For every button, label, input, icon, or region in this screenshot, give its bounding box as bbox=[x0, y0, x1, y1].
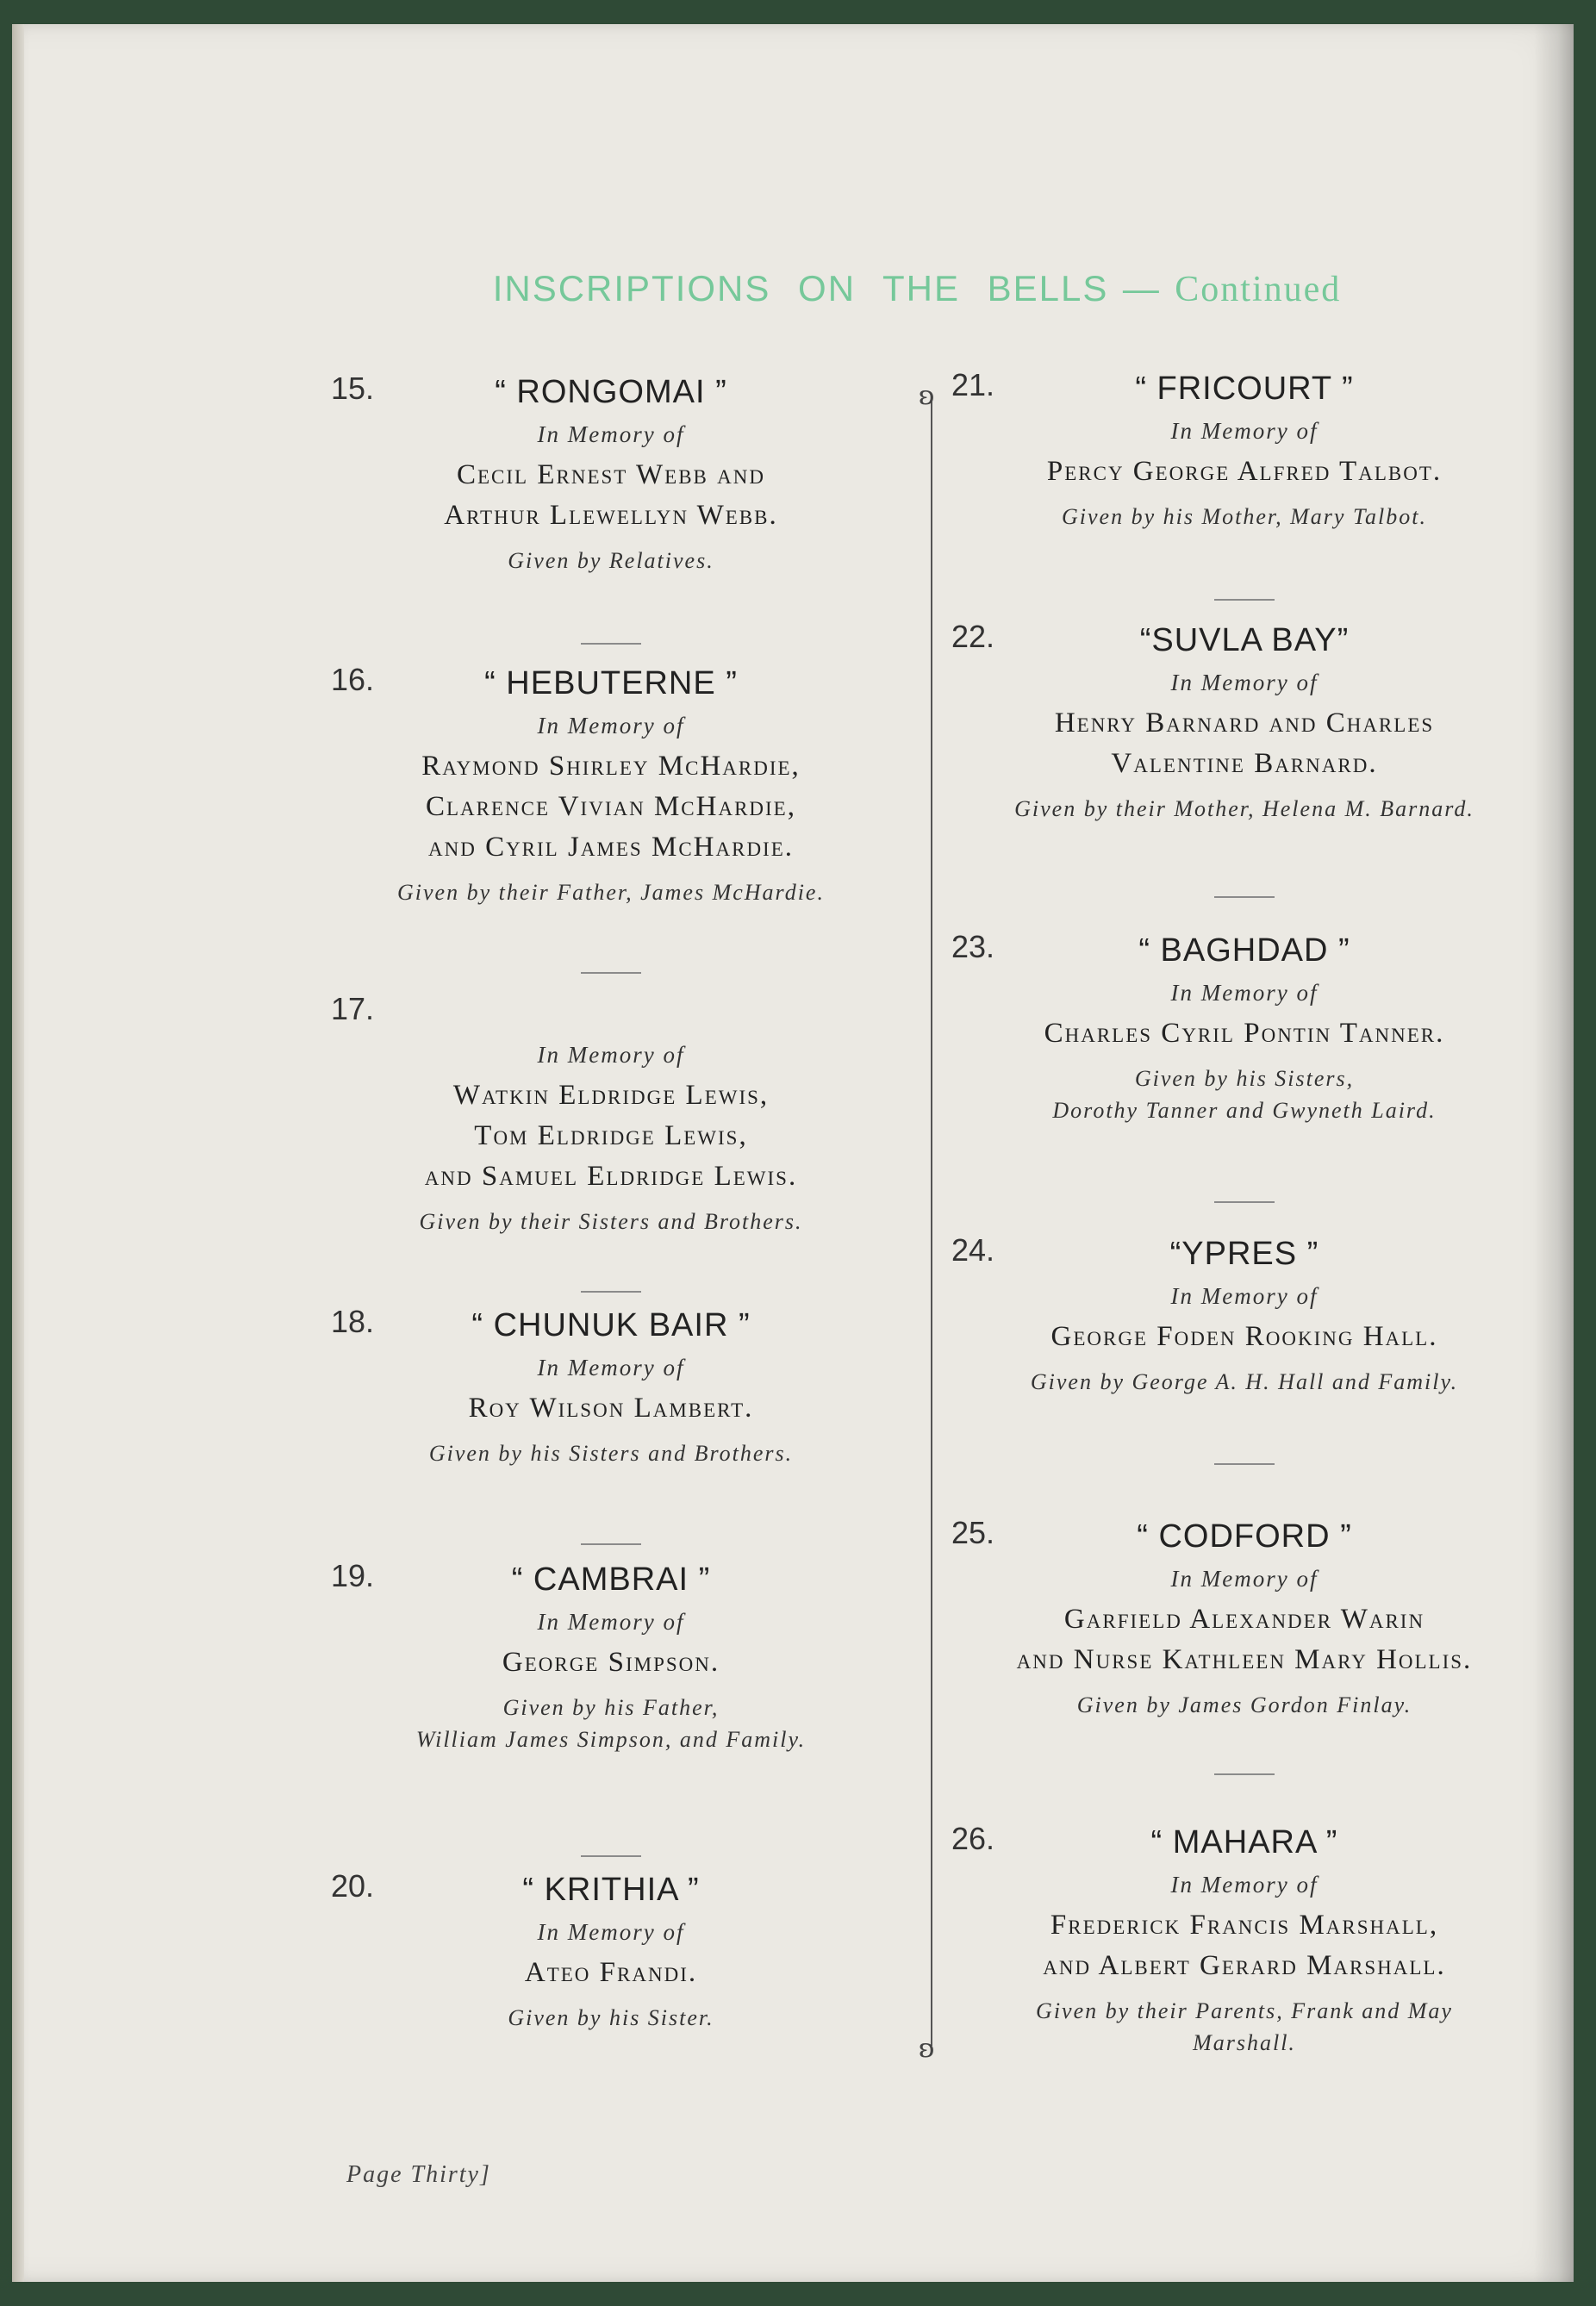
bell-entry bbox=[951, 1515, 1537, 1721]
memorial-names bbox=[331, 1388, 891, 1429]
memorial-name-line: and Nurse Kathleen Mary Hollis. bbox=[1016, 1644, 1473, 1675]
bell-number: 17. bbox=[331, 991, 375, 1026]
bell-entry bbox=[951, 367, 1537, 533]
donor-credit bbox=[331, 2002, 891, 2034]
separator-rule bbox=[581, 1855, 641, 1857]
bell-entry bbox=[951, 929, 1537, 1126]
donor-line: Given by his Mother, Mary Talbot. bbox=[1062, 504, 1427, 529]
bell-name: “ CAMBRAI ” bbox=[511, 1561, 711, 1598]
divider-bottom-ornament: ʚ bbox=[919, 2034, 935, 2064]
bell-entry bbox=[951, 619, 1537, 825]
memorial-name-line: Ateo Frandi. bbox=[524, 1957, 698, 1988]
donor-line: Dorothy Tanner and Gwyneth Laird. bbox=[1052, 1098, 1437, 1123]
separator-rule bbox=[1214, 1463, 1275, 1465]
bell-name: “ BAGHDAD ” bbox=[1138, 932, 1350, 969]
bell-number: 21. bbox=[951, 367, 995, 402]
in-memory-of: In Memory of bbox=[1170, 1566, 1319, 1592]
memorial-names bbox=[331, 1953, 891, 1993]
memorial-name-line: and Albert Gerard Marshall. bbox=[1043, 1950, 1446, 1981]
donor-line: Marshall. bbox=[1193, 2030, 1296, 2055]
memorial-name-line: Roy Wilson Lambert. bbox=[468, 1393, 754, 1424]
donor-line: Given by Relatives. bbox=[508, 548, 714, 573]
memorial-name-line: Raymond Shirley McHardie, bbox=[421, 751, 801, 782]
bell-entry bbox=[331, 1868, 891, 2034]
in-memory-of: In Memory of bbox=[1170, 1283, 1319, 1309]
bell-name: “SUVLA BAY” bbox=[1139, 622, 1350, 658]
bell-name: “ CHUNUK BAIR ” bbox=[471, 1307, 751, 1343]
bell-name: “ CODFORD ” bbox=[1137, 1518, 1352, 1555]
donor-line: Given by their Mother, Helena M. Barnard. bbox=[1014, 796, 1474, 821]
donor-line: Given by their Sisters and Brothers. bbox=[419, 1209, 803, 1234]
memorial-names bbox=[951, 452, 1537, 492]
heading-continued: Continued bbox=[1175, 270, 1342, 309]
bell-number: 16. bbox=[331, 662, 375, 697]
donor-credit bbox=[951, 793, 1537, 825]
memorial-name-line: Clarence Vivian McHardie, bbox=[426, 791, 796, 822]
donor-line: William James Simpson, and Family. bbox=[415, 1727, 807, 1752]
memorial-names bbox=[331, 1075, 891, 1197]
bell-name: “ RONGOMAI ” bbox=[495, 374, 727, 410]
in-memory-of: In Memory of bbox=[1170, 1872, 1319, 1898]
in-memory-of: In Memory of bbox=[537, 713, 685, 739]
in-memory-of: In Memory of bbox=[537, 1042, 685, 1068]
donor-credit bbox=[331, 545, 891, 576]
memorial-name-line: George Foden Rooking Hall. bbox=[1050, 1321, 1438, 1352]
bell-entry bbox=[951, 1821, 1537, 2059]
memorial-names bbox=[951, 1599, 1537, 1680]
page-shadow bbox=[1534, 24, 1574, 2282]
separator-rule bbox=[1214, 599, 1275, 601]
donor-credit bbox=[951, 501, 1537, 533]
bell-entry bbox=[331, 662, 891, 908]
in-memory-of: In Memory of bbox=[1170, 670, 1319, 695]
donor-credit bbox=[331, 1437, 891, 1469]
memorial-name-line: Percy George Alfred Talbot. bbox=[1046, 456, 1443, 487]
in-memory-of: In Memory of bbox=[1170, 418, 1319, 444]
memorial-names bbox=[951, 1317, 1537, 1357]
memorial-name-line: Tom Eldridge Lewis, bbox=[474, 1120, 748, 1151]
memorial-name-line: Arthur Llewellyn Webb. bbox=[444, 500, 778, 531]
separator-rule bbox=[581, 1291, 641, 1293]
bell-entry bbox=[951, 1232, 1537, 1398]
bell-entry bbox=[331, 1304, 891, 1469]
memorial-names bbox=[331, 1642, 891, 1683]
separator-rule bbox=[581, 1543, 641, 1545]
bell-name: “ FRICOURT ” bbox=[1135, 371, 1354, 407]
page-gutter bbox=[12, 24, 24, 2282]
donor-line: Given by his Sisters and Brothers. bbox=[428, 1441, 794, 1466]
page-footer: Page Thirty] bbox=[346, 2161, 491, 2188]
donor-line: Given by their Father, James McHardie. bbox=[397, 880, 825, 905]
in-memory-of: In Memory of bbox=[537, 1355, 685, 1380]
bell-number: 19. bbox=[331, 1558, 375, 1593]
donor-credit bbox=[951, 1063, 1537, 1126]
bell-name: “ HEBUTERNE ” bbox=[484, 665, 738, 701]
separator-rule bbox=[1214, 896, 1275, 898]
separator-rule bbox=[1214, 1201, 1275, 1203]
bell-name: “YPRES ” bbox=[1169, 1236, 1319, 1272]
book-page bbox=[12, 24, 1574, 2282]
donor-line: Given by his Father, bbox=[502, 1695, 720, 1720]
page-heading bbox=[12, 268, 1596, 310]
bell-number: 22. bbox=[951, 619, 995, 654]
bell-entry bbox=[331, 371, 891, 576]
in-memory-of: In Memory of bbox=[1170, 980, 1319, 1006]
in-memory-of: In Memory of bbox=[537, 421, 685, 447]
memorial-name-line: Frederick Francis Marshall, bbox=[1050, 1910, 1439, 1941]
memorial-names bbox=[951, 1905, 1537, 1986]
bell-name bbox=[331, 991, 891, 1034]
bell-entry bbox=[331, 991, 891, 1237]
separator-rule bbox=[581, 972, 641, 974]
bell-number: 24. bbox=[951, 1232, 995, 1268]
bell-number: 15. bbox=[331, 371, 375, 406]
memorial-names bbox=[951, 703, 1537, 784]
donor-line: Given by their Parents, Frank and May bbox=[1036, 1998, 1453, 2023]
donor-credit bbox=[951, 1366, 1537, 1398]
memorial-name-line: Valentine Barnard. bbox=[1111, 748, 1378, 779]
donor-line: Given by his Sisters, bbox=[1134, 1066, 1355, 1091]
memorial-name-line: Watkin Eldridge Lewis, bbox=[452, 1080, 770, 1111]
donor-credit bbox=[951, 1689, 1537, 1721]
memorial-name-line: Charles Cyril Pontin Tanner. bbox=[1044, 1018, 1445, 1049]
memorial-name-line: and Cyril James McHardie. bbox=[427, 832, 795, 863]
heading-title: INSCRIPTIONS ON THE BELLS bbox=[492, 268, 1109, 309]
separator-rule bbox=[581, 643, 641, 645]
donor-credit bbox=[951, 1995, 1537, 2059]
memorial-names bbox=[331, 746, 891, 868]
bell-number: 23. bbox=[951, 929, 995, 964]
donor-line: Given by James Gordon Finlay. bbox=[1076, 1692, 1412, 1717]
bell-number: 26. bbox=[951, 1821, 995, 1856]
in-memory-of: In Memory of bbox=[537, 1919, 685, 1945]
donor-line: Given by his Sister. bbox=[508, 2005, 714, 2030]
donor-credit bbox=[331, 1692, 891, 1755]
bell-name: “ KRITHIA ” bbox=[522, 1872, 700, 1908]
heading-dash: — bbox=[1122, 268, 1161, 309]
bell-entry bbox=[331, 1558, 891, 1755]
divider-top-ornament: ʚ bbox=[919, 381, 935, 411]
donor-credit bbox=[331, 1206, 891, 1237]
memorial-name-line: Garfield Alexander Warin bbox=[1063, 1604, 1425, 1635]
memorial-name-line: and Samuel Eldridge Lewis. bbox=[424, 1161, 798, 1192]
memorial-name-line: George Simpson. bbox=[502, 1647, 720, 1678]
memorial-name-line: Cecil Ernest Webb and bbox=[457, 459, 765, 490]
donor-line: Given by George A. H. Hall and Family. bbox=[1030, 1369, 1459, 1394]
bell-name: “ MAHARA ” bbox=[1150, 1824, 1338, 1860]
bell-number: 20. bbox=[331, 1868, 375, 1904]
separator-rule bbox=[1214, 1773, 1275, 1775]
in-memory-of: In Memory of bbox=[537, 1609, 685, 1635]
bell-number: 18. bbox=[331, 1304, 375, 1339]
column-divider bbox=[931, 402, 932, 2046]
bell-number: 25. bbox=[951, 1515, 995, 1550]
memorial-name-line: Henry Barnard and Charles bbox=[1054, 707, 1435, 739]
memorial-names bbox=[951, 1013, 1537, 1054]
donor-credit bbox=[331, 876, 891, 908]
memorial-names bbox=[331, 455, 891, 536]
